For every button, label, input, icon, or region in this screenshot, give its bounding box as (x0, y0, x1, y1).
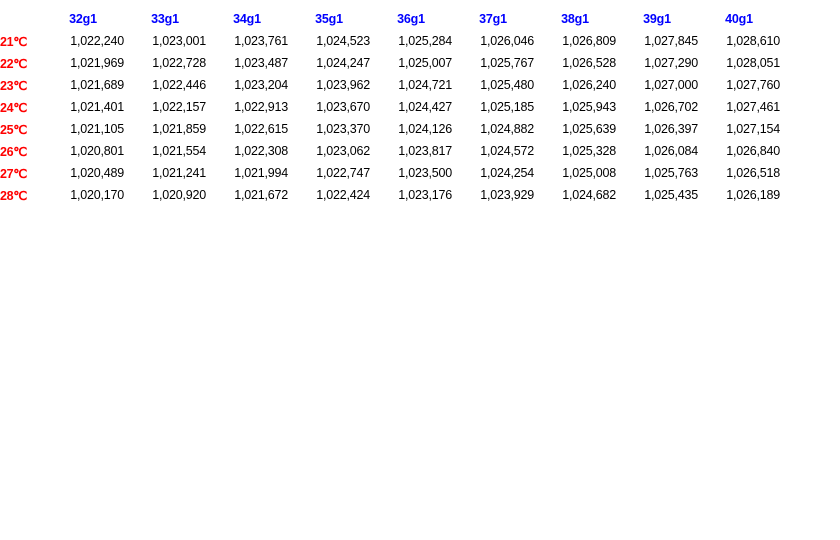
table-cell: 1,023,370 (316, 122, 370, 136)
table-cell: 1,028,051 (726, 56, 780, 70)
table-row (0, 30, 780, 52)
table-cell: 1,023,761 (234, 34, 288, 48)
table-header-row (0, 8, 780, 30)
table-cell: 1,022,747 (316, 166, 370, 180)
table-cell: 1,026,809 (562, 34, 616, 48)
table-cell: 1,025,480 (480, 78, 534, 92)
table-cell: 1,022,240 (70, 34, 124, 48)
table-cell: 1,021,241 (152, 166, 206, 180)
table-cell: 1,023,204 (234, 78, 288, 92)
table-corner-cell (0, 8, 42, 30)
table-cell: 1,023,500 (398, 166, 452, 180)
table-cell: 1,020,489 (70, 166, 124, 180)
column-header-36g1: 36g1 (397, 12, 425, 26)
table-cell: 1,021,105 (70, 122, 124, 136)
table-cell: 1,023,176 (398, 188, 452, 202)
table-cell: 1,026,084 (644, 144, 698, 158)
table-cell: 1,026,518 (726, 166, 780, 180)
table-cell: 1,027,154 (726, 122, 780, 136)
table-cell: 1,024,721 (398, 78, 452, 92)
table-cell: 1,023,487 (234, 56, 288, 70)
table-cell: 1,022,446 (152, 78, 206, 92)
row-header-24c: 24℃ (0, 100, 28, 115)
table-cell: 1,026,528 (562, 56, 616, 70)
table-cell: 1,028,610 (726, 34, 780, 48)
table-header (0, 8, 780, 30)
column-header-37g1: 37g1 (479, 12, 507, 26)
column-header-32g1: 32g1 (69, 12, 97, 26)
row-header-25c: 25℃ (0, 122, 28, 137)
row-header-22c: 22℃ (0, 56, 28, 71)
table-cell: 1,027,000 (644, 78, 698, 92)
table-row (0, 162, 780, 184)
table-cell: 1,025,007 (398, 56, 452, 70)
column-header-33g1: 33g1 (151, 12, 179, 26)
table-cell: 1,022,615 (234, 122, 288, 136)
row-header-27c: 27℃ (0, 166, 28, 181)
table-cell: 1,025,767 (480, 56, 534, 70)
table-cell: 1,023,817 (398, 144, 452, 158)
table-cell: 1,021,401 (70, 100, 124, 114)
table-cell: 1,027,290 (644, 56, 698, 70)
density-table (0, 8, 780, 206)
table-cell: 1,023,929 (480, 188, 534, 202)
table-row (0, 52, 780, 74)
table-cell: 1,022,424 (316, 188, 370, 202)
table-cell: 1,024,572 (480, 144, 534, 158)
table-cell: 1,021,859 (152, 122, 206, 136)
table-cell: 1,024,427 (398, 100, 452, 114)
table-body (0, 30, 780, 206)
column-header-40g1: 40g1 (725, 12, 753, 26)
table-cell: 1,026,189 (726, 188, 780, 202)
table-cell: 1,025,284 (398, 34, 452, 48)
table-cell: 1,022,728 (152, 56, 206, 70)
table-cell: 1,021,554 (152, 144, 206, 158)
table-cell: 1,020,920 (152, 188, 206, 202)
table-cell: 1,025,328 (562, 144, 616, 158)
table-cell: 1,027,461 (726, 100, 780, 114)
table-cell: 1,023,962 (316, 78, 370, 92)
table-row (0, 74, 780, 96)
table-cell: 1,020,170 (70, 188, 124, 202)
table-cell: 1,025,763 (644, 166, 698, 180)
table-cell: 1,021,994 (234, 166, 288, 180)
table-cell: 1,026,702 (644, 100, 698, 114)
table-cell: 1,025,008 (562, 166, 616, 180)
table-cell: 1,024,523 (316, 34, 370, 48)
table-cell: 1,025,435 (644, 188, 698, 202)
table-row (0, 96, 780, 118)
table-cell: 1,021,689 (70, 78, 124, 92)
table-cell: 1,022,157 (152, 100, 206, 114)
column-header-34g1: 34g1 (233, 12, 261, 26)
table-row (0, 140, 780, 162)
table-cell: 1,026,240 (562, 78, 616, 92)
table-cell: 1,024,247 (316, 56, 370, 70)
table-cell: 1,026,046 (480, 34, 534, 48)
row-header-21c: 21℃ (0, 34, 28, 49)
table-cell: 1,027,845 (644, 34, 698, 48)
table-row (0, 184, 780, 206)
table-cell: 1,024,254 (480, 166, 534, 180)
column-header-38g1: 38g1 (561, 12, 589, 26)
table-cell: 1,021,969 (70, 56, 124, 70)
table-cell: 1,025,943 (562, 100, 616, 114)
column-header-39g1: 39g1 (643, 12, 671, 26)
table-cell: 1,022,308 (234, 144, 288, 158)
table-cell: 1,025,185 (480, 100, 534, 114)
table-cell: 1,024,126 (398, 122, 452, 136)
table-cell: 1,021,672 (234, 188, 288, 202)
table-cell: 1,024,682 (562, 188, 616, 202)
table-cell: 1,023,062 (316, 144, 370, 158)
table-cell: 1,026,840 (726, 144, 780, 158)
table-row (0, 118, 780, 140)
column-header-35g1: 35g1 (315, 12, 343, 26)
table-cell: 1,022,913 (234, 100, 288, 114)
row-header-23c: 23℃ (0, 78, 28, 93)
table-cell: 1,025,639 (562, 122, 616, 136)
row-header-28c: 28℃ (0, 188, 28, 203)
table-cell: 1,023,670 (316, 100, 370, 114)
table-cell: 1,026,397 (644, 122, 698, 136)
table-cell: 1,024,882 (480, 122, 534, 136)
table-cell: 1,023,001 (152, 34, 206, 48)
table-cell: 1,027,760 (726, 78, 780, 92)
row-header-26c: 26℃ (0, 144, 28, 159)
table-cell: 1,020,801 (70, 144, 124, 158)
